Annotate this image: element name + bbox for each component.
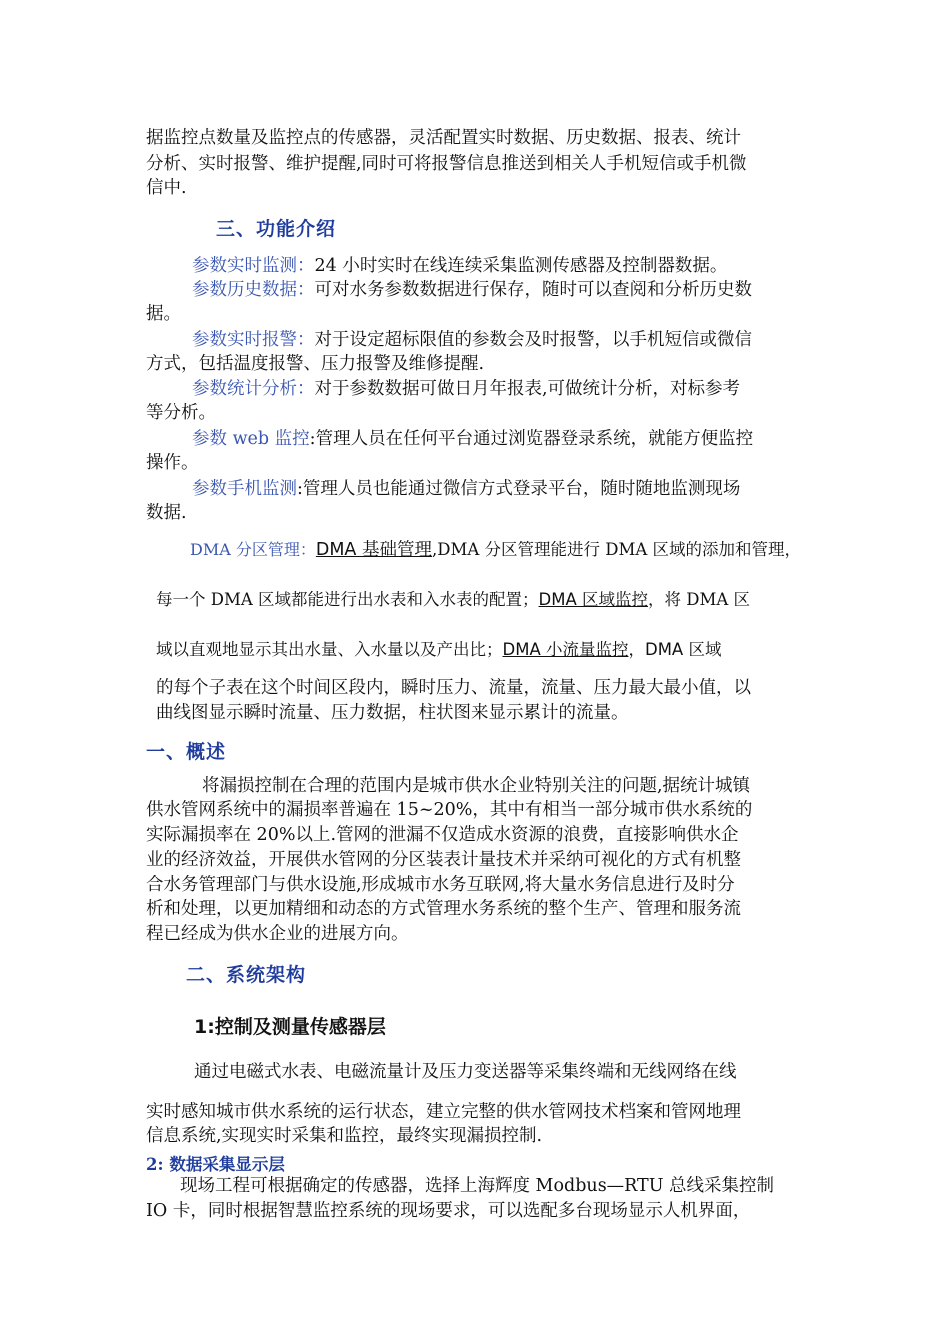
layer-2-title: 2: 数据采集显示层 (146, 1155, 285, 1174)
dma-label: DMA 分区管理： (190, 540, 316, 559)
item-realtime (192, 254, 727, 278)
dma-line-1-text: ,DMA 分区管理能进行 DMA 区域的添加和管理， (431, 540, 802, 559)
layer-1-line-1: 通过电磁式水表、电磁流量计及压力变送器等采集终端和无线网络在线 (194, 1062, 737, 1082)
overview-line-3: 实际漏损率在 20%以上.管网的泄漏不仅造成水资源的浪费，直接影响供水企 (146, 825, 739, 845)
dma-line-3-text-a: 域以直观地显示其出水量、入水量以及产出比； (156, 640, 503, 659)
layer-2-line-1: 现场工程可根据确定的传感器，选择上海辉度 Modbus—RTU 总线采集控制 (180, 1176, 775, 1196)
dma-line-2 (156, 588, 750, 612)
overview-line-5: 合水务管理部门与供水设施,形成城市水务互联网,将大量水务信息进行及时分 (146, 875, 735, 895)
overview-line-6: 析和处理，以更加精细和动态的方式管理水务系统的整个生产、管理和服务流 (146, 899, 741, 919)
item-stats-text: 对于参数数据可做日月年报表,可做统计分析，对标参考 (314, 379, 741, 399)
item-stats-label: 参数统计分析： (192, 379, 315, 399)
item-history-cont: 据。 (146, 304, 181, 324)
item-history (192, 278, 752, 302)
item-web-label: 参数 web 监控 (192, 429, 310, 449)
layer-1-title: 1:控制及测量传感器层 (194, 1016, 386, 1038)
dma-area-monitoring: DMA 区域监控 (538, 590, 649, 609)
dma-line-2-text-a: 每一个 DMA 区域都能进行出水表和入水表的配置； (156, 590, 539, 609)
dma-line-2-text-c: ，将 DMA 区 (648, 590, 751, 609)
section-1-title: 一、概述 (146, 741, 227, 763)
item-web (192, 427, 753, 451)
item-web-text: :管理人员在任何平台通过浏览器登录系统，就能方便监控 (309, 429, 754, 449)
intro-line-2: 分析、实时报警、维护提醒,同时可将报警信息推送到相关人手机短信或手机微 (146, 154, 747, 174)
overview-line-4: 业的经济效益，开展供水管网的分区装表计量技术并采纳可视化的方式有机整 (146, 850, 741, 870)
dma-line-3-text-c: ，DMA 区域 (628, 640, 722, 659)
item-alarm (192, 328, 752, 352)
item-realtime-text: 24 小时实时在线连续采集监测传感器及控制器数据。 (314, 256, 728, 276)
intro-line-1: 据监控点数量及监控点的传感器，灵活配置实时数据、历史数据、报表、统计 (146, 128, 741, 148)
item-mobile-label: 参数手机监测 (192, 479, 297, 499)
item-stats (192, 377, 740, 401)
dma-small-flow-monitoring: DMA 小流量监控 (502, 640, 629, 659)
dma-line-4: 的每个子表在这个时间区段内，瞬时压力、流量，流量、压力最大最小值，以 (156, 678, 751, 698)
item-mobile (192, 477, 740, 501)
overview-line-7: 程已经成为供水企业的进展方向。 (146, 924, 409, 944)
layer-1-line-2: 实时感知城市供水系统的运行状态，建立完整的供水管网技术档案和管网地理 (146, 1102, 741, 1122)
dma-line-1 (190, 538, 801, 562)
item-web-cont: 操作。 (146, 453, 199, 473)
item-alarm-label: 参数实时报警： (192, 330, 315, 350)
overview-line-2: 供水管网系统中的漏损率普遍在 15~20%，其中有相当一部分城市供水系统的 (146, 800, 753, 820)
section-2-title: 二、系统架构 (186, 964, 307, 986)
section-3-title: 三、功能介绍 (216, 218, 337, 240)
intro-line-3: 信中. (146, 178, 187, 198)
item-realtime-label: 参数实时监测： (192, 256, 315, 276)
item-mobile-cont: 数据. (146, 503, 187, 523)
item-alarm-cont: 方式，包括温度报警、压力报警及维修提醒. (146, 354, 485, 374)
item-alarm-text: 对于设定超标限值的参数会及时报警，以手机短信或微信 (314, 330, 752, 350)
layer-1-line-3: 信息系统,实现实时采集和监控，最终实现漏损控制. (146, 1126, 543, 1146)
item-history-label: 参数历史数据： (192, 280, 315, 300)
dma-basic-management: DMA 基础管理 (315, 540, 432, 560)
dma-line-5: 曲线图显示瞬时流量、压力数据，柱状图来显示累计的流量。 (156, 703, 629, 723)
layer-2-line-2: IO 卡，同时根据智慧监控系统的现场要求，可以选配多台现场显示人机界面， (146, 1201, 751, 1221)
item-history-text: 可对水务参数数据进行保存，随时可以查阅和分析历史数 (314, 280, 752, 300)
dma-line-3 (156, 638, 721, 662)
item-mobile-text: :管理人员也能通过微信方式登录平台，随时随地监测现场 (297, 479, 741, 499)
overview-line-1: 将漏损控制在合理的范围内是城市供水企业特别关注的问题,据统计城镇 (202, 776, 751, 796)
item-stats-cont: 等分析。 (146, 403, 216, 423)
